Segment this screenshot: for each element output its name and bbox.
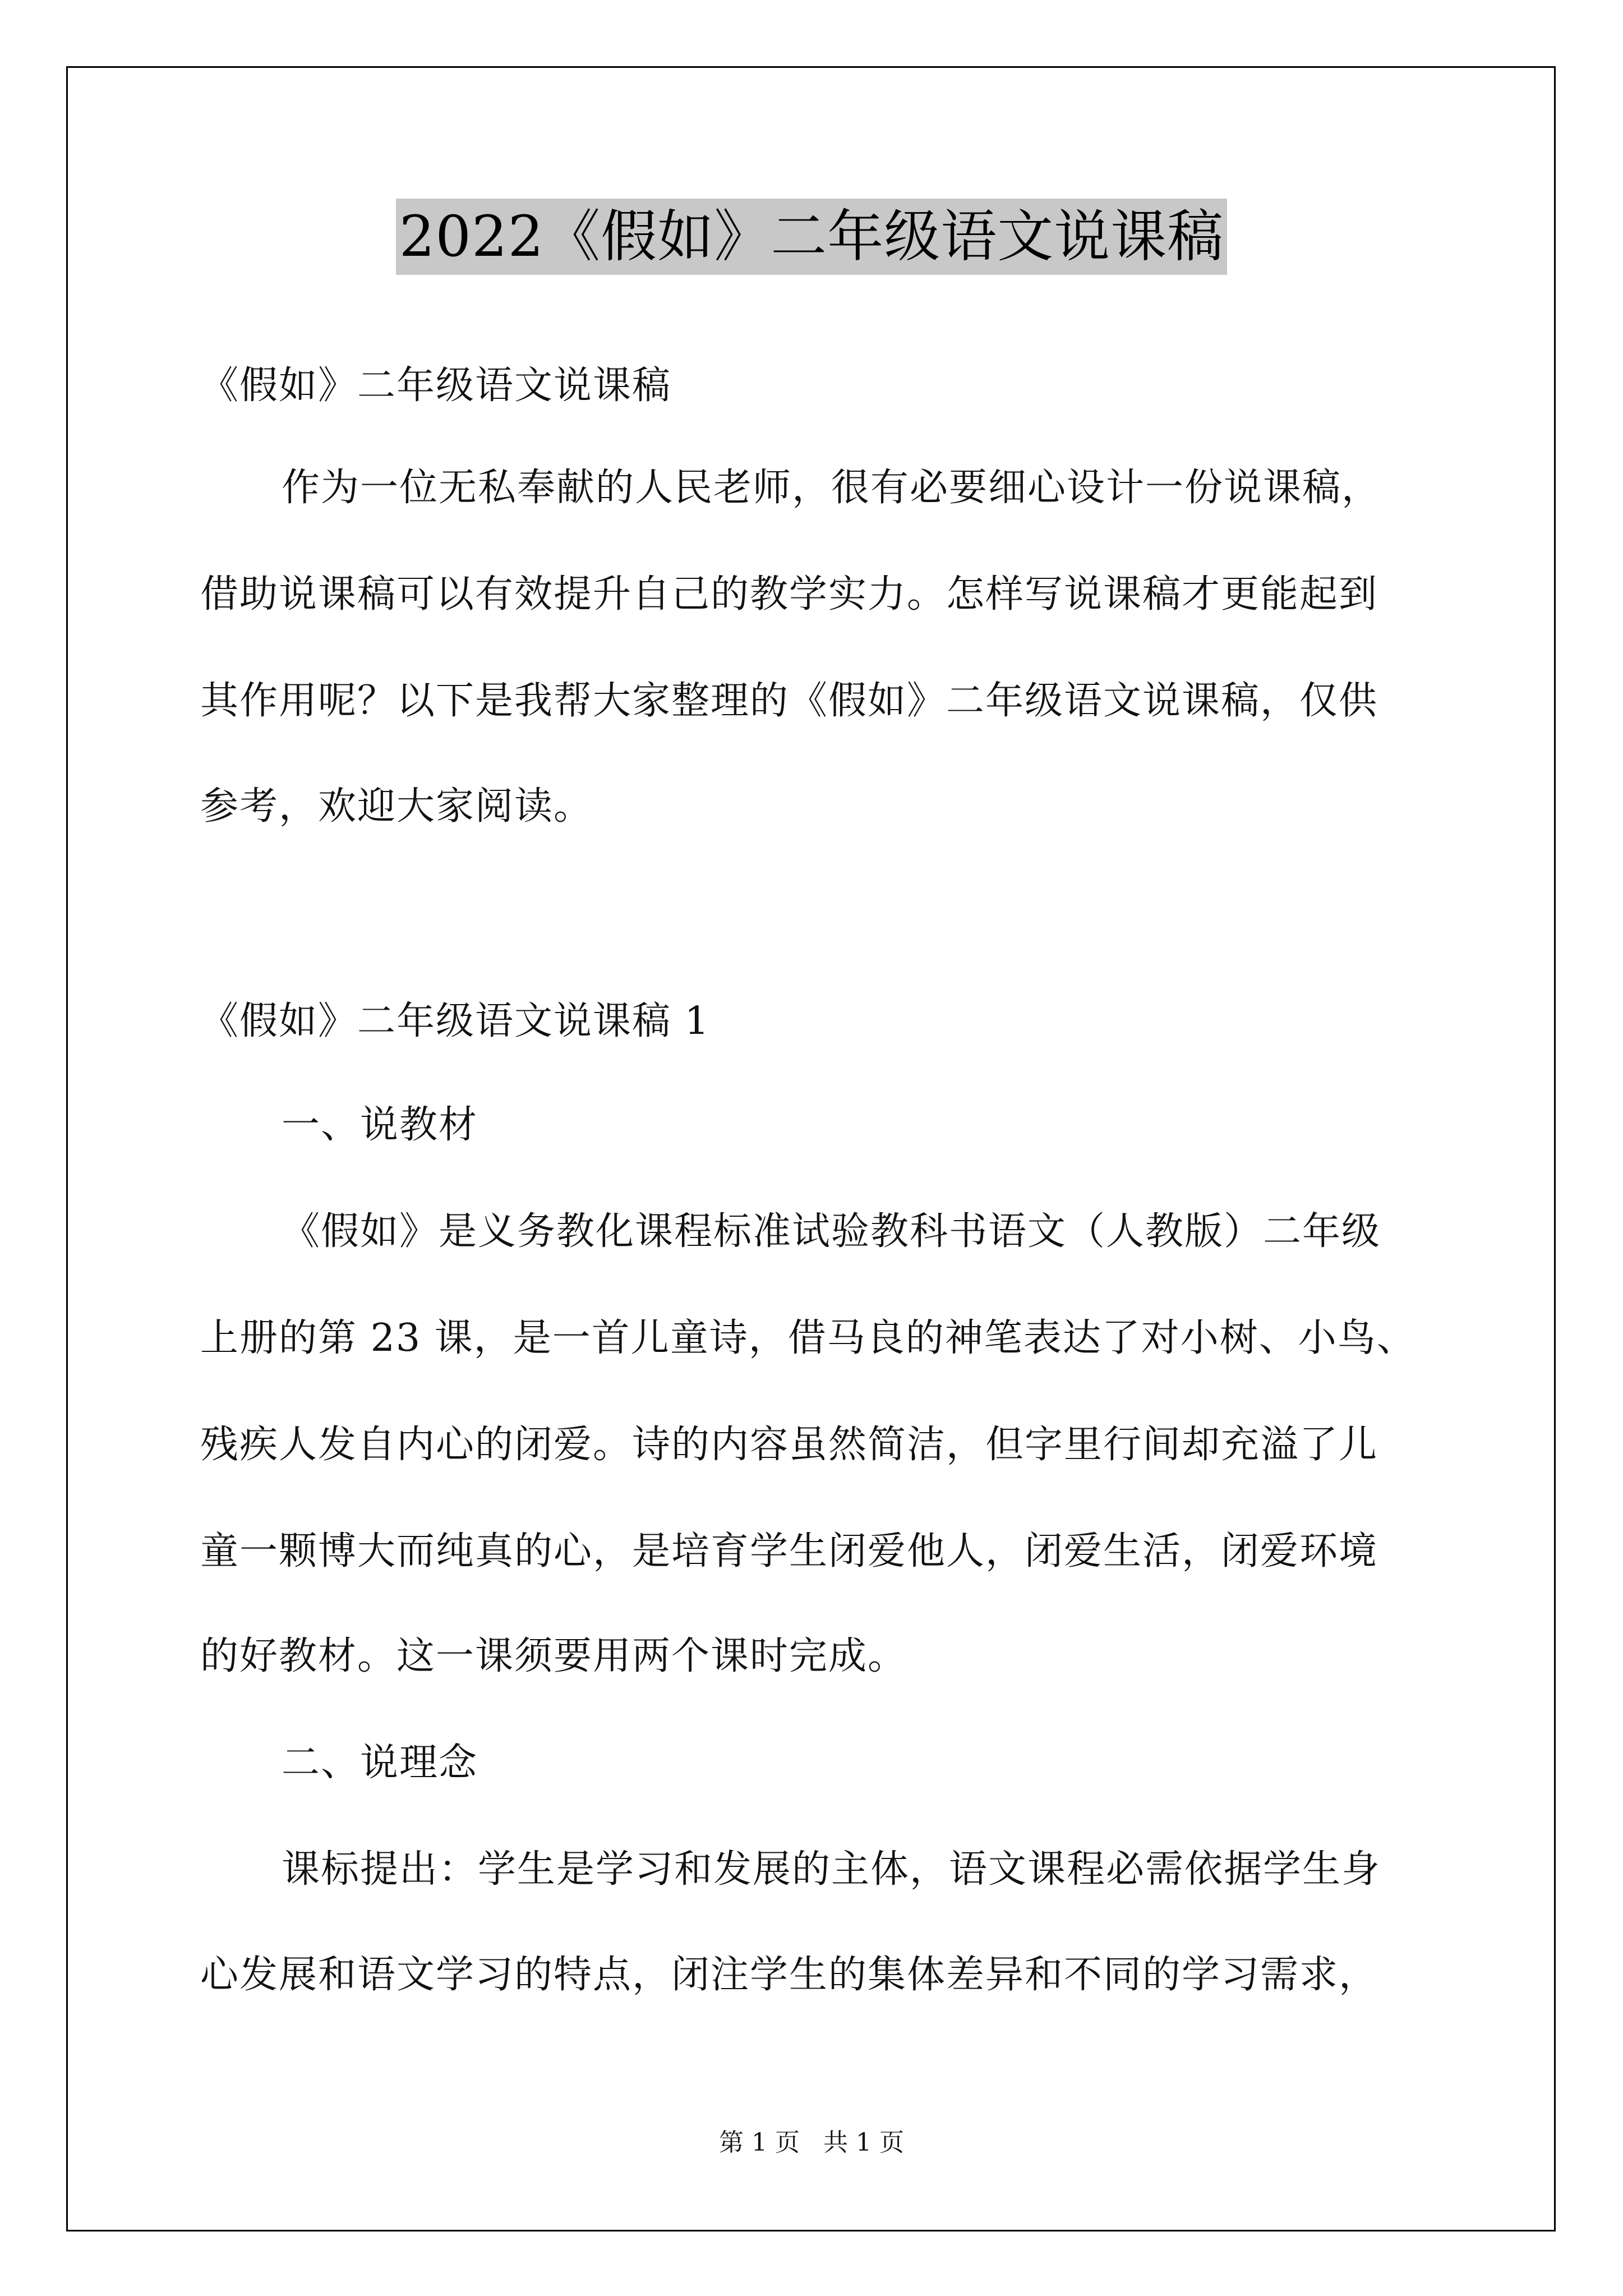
paragraph-line: 上册的第 23 课，是一首儿童诗，借马良的神笔表达了对小树、小鸟、 <box>200 1316 1416 1360</box>
subheading-concept: 二、说理念 <box>282 1741 478 1785</box>
section-heading-intro: 《假如》二年级语文说课稿 <box>200 364 672 408</box>
paragraph-line: 《假如》是义务教化课程标准试验教科书语文（人教版）二年级 <box>282 1209 1381 1254</box>
document-title-container <box>0 199 1623 275</box>
paragraph-line: 参考，欢迎大家阅读。 <box>200 784 593 829</box>
paragraph-line: 心发展和语文学习的特点，闭注学生的集体差异和不同的学习需求， <box>200 1953 1378 1997</box>
paragraph-line: 作为一位无私奉献的人民老师，很有必要细心设计一份说课稿， <box>282 466 1381 510</box>
page-number-total: 共 1 页 <box>823 2128 904 2157</box>
paragraph-line: 残疾人发自内心的闭爱。诗的内容虽然简洁，但字里行间却充溢了儿 <box>200 1423 1378 1467</box>
page-footer <box>0 2126 1623 2160</box>
section-heading-1: 《假如》二年级语文说课稿 1 <box>200 999 710 1043</box>
paragraph-line: 课标提出：学生是学习和发展的主体，语文课程必需依据学生身 <box>282 1847 1381 1892</box>
document-title: 2022《假如》二年级语文说课稿 <box>396 199 1228 275</box>
paragraph-line: 借助说课稿可以有效提升自己的教学实力。怎样写说课稿才更能起到 <box>200 572 1378 616</box>
page-number-current: 第 1 页 <box>719 2128 800 2157</box>
subheading-textbook: 一、说教材 <box>282 1103 478 1147</box>
paragraph-line: 童一颗博大而纯真的心，是培育学生闭爱他人，闭爱生活，闭爱环境 <box>200 1529 1378 1573</box>
paragraph-line: 的好教材。这一课须要用两个课时完成。 <box>200 1634 907 1678</box>
paragraph-line: 其作用呢？以下是我帮大家整理的《假如》二年级语文说课稿，仅供 <box>200 679 1378 723</box>
